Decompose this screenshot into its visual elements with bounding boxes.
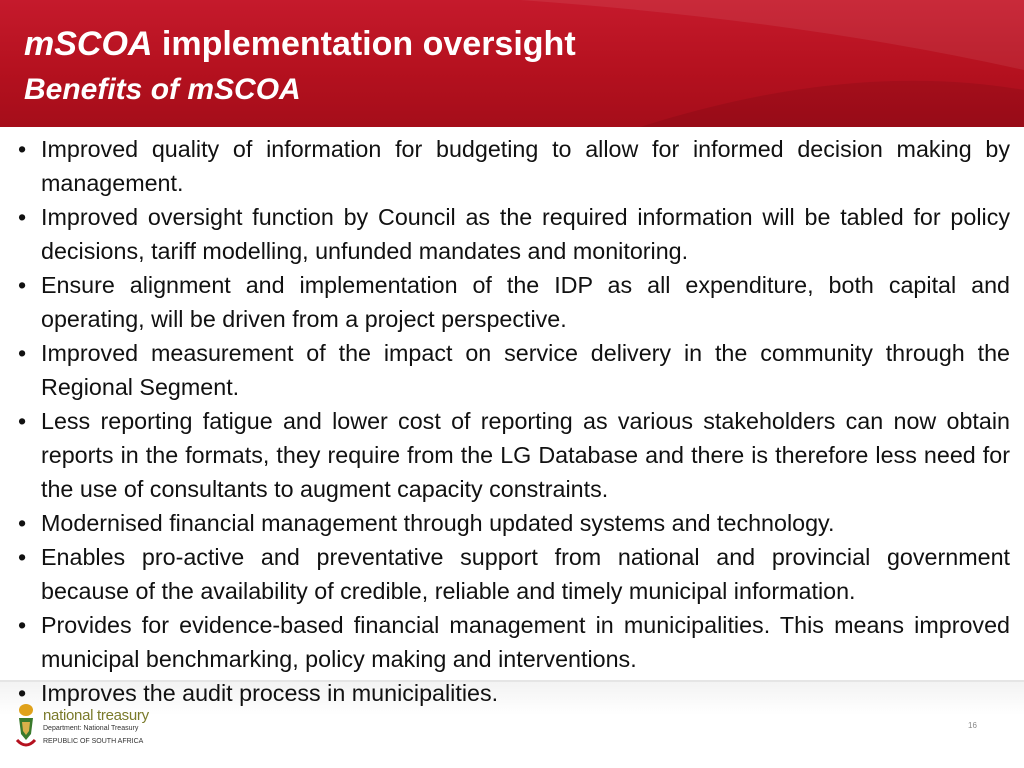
page-number: 16	[968, 721, 977, 730]
slide-header	[0, 0, 1024, 127]
bullet-item: • Improved oversight function by Council as the required information will be tabled for policy decisions, tariff modelling, unfunded mandates and monitoring.	[18, 200, 1010, 268]
logo-name: national treasury	[43, 707, 149, 724]
slide-body	[18, 132, 1010, 710]
slide-subtitle: Benefits of mSCOA	[24, 73, 301, 106]
logo-department: Department: National Treasury	[43, 725, 139, 732]
bullet-item: • Less reporting fatigue and lower cost of reporting as various stakeholders can now obtain reports in the formats, they require from the LG Database and there is therefore less need for the use of consultants to augment capacity constraints.	[18, 404, 1010, 506]
title-text: implementation oversight	[152, 25, 576, 63]
bullet-item: • Enables pro-active and preventative support from national and provincial government because of the availability of credible, reliable and timely municipal information.	[18, 540, 1010, 608]
bullet-item: • Provides for evidence-based financial management in municipalities. This means improved municipal benchmarking, policy making and interventions.	[18, 608, 1010, 676]
bullet-item: • Modernised financial management through updated systems and technology.	[18, 506, 1010, 540]
bullet-item: • Improves the audit process in municipalities.	[18, 676, 1010, 710]
slide-title	[24, 24, 576, 64]
bullet-item: • Improved measurement of the impact on service delivery in the community through the Regional Segment.	[18, 336, 1010, 404]
title-brand: mSCOA	[24, 25, 153, 63]
benefits-list	[18, 132, 1010, 710]
bullet-item: • Ensure alignment and implementation of the IDP as all expenditure, both capital and operating, will be driven from a project perspective.	[18, 268, 1010, 336]
logo-country: REPUBLIC OF SOUTH AFRICA	[43, 738, 144, 745]
bullet-item: • Improved quality of information for budgeting to allow for informed decision making by management.	[18, 132, 1010, 200]
